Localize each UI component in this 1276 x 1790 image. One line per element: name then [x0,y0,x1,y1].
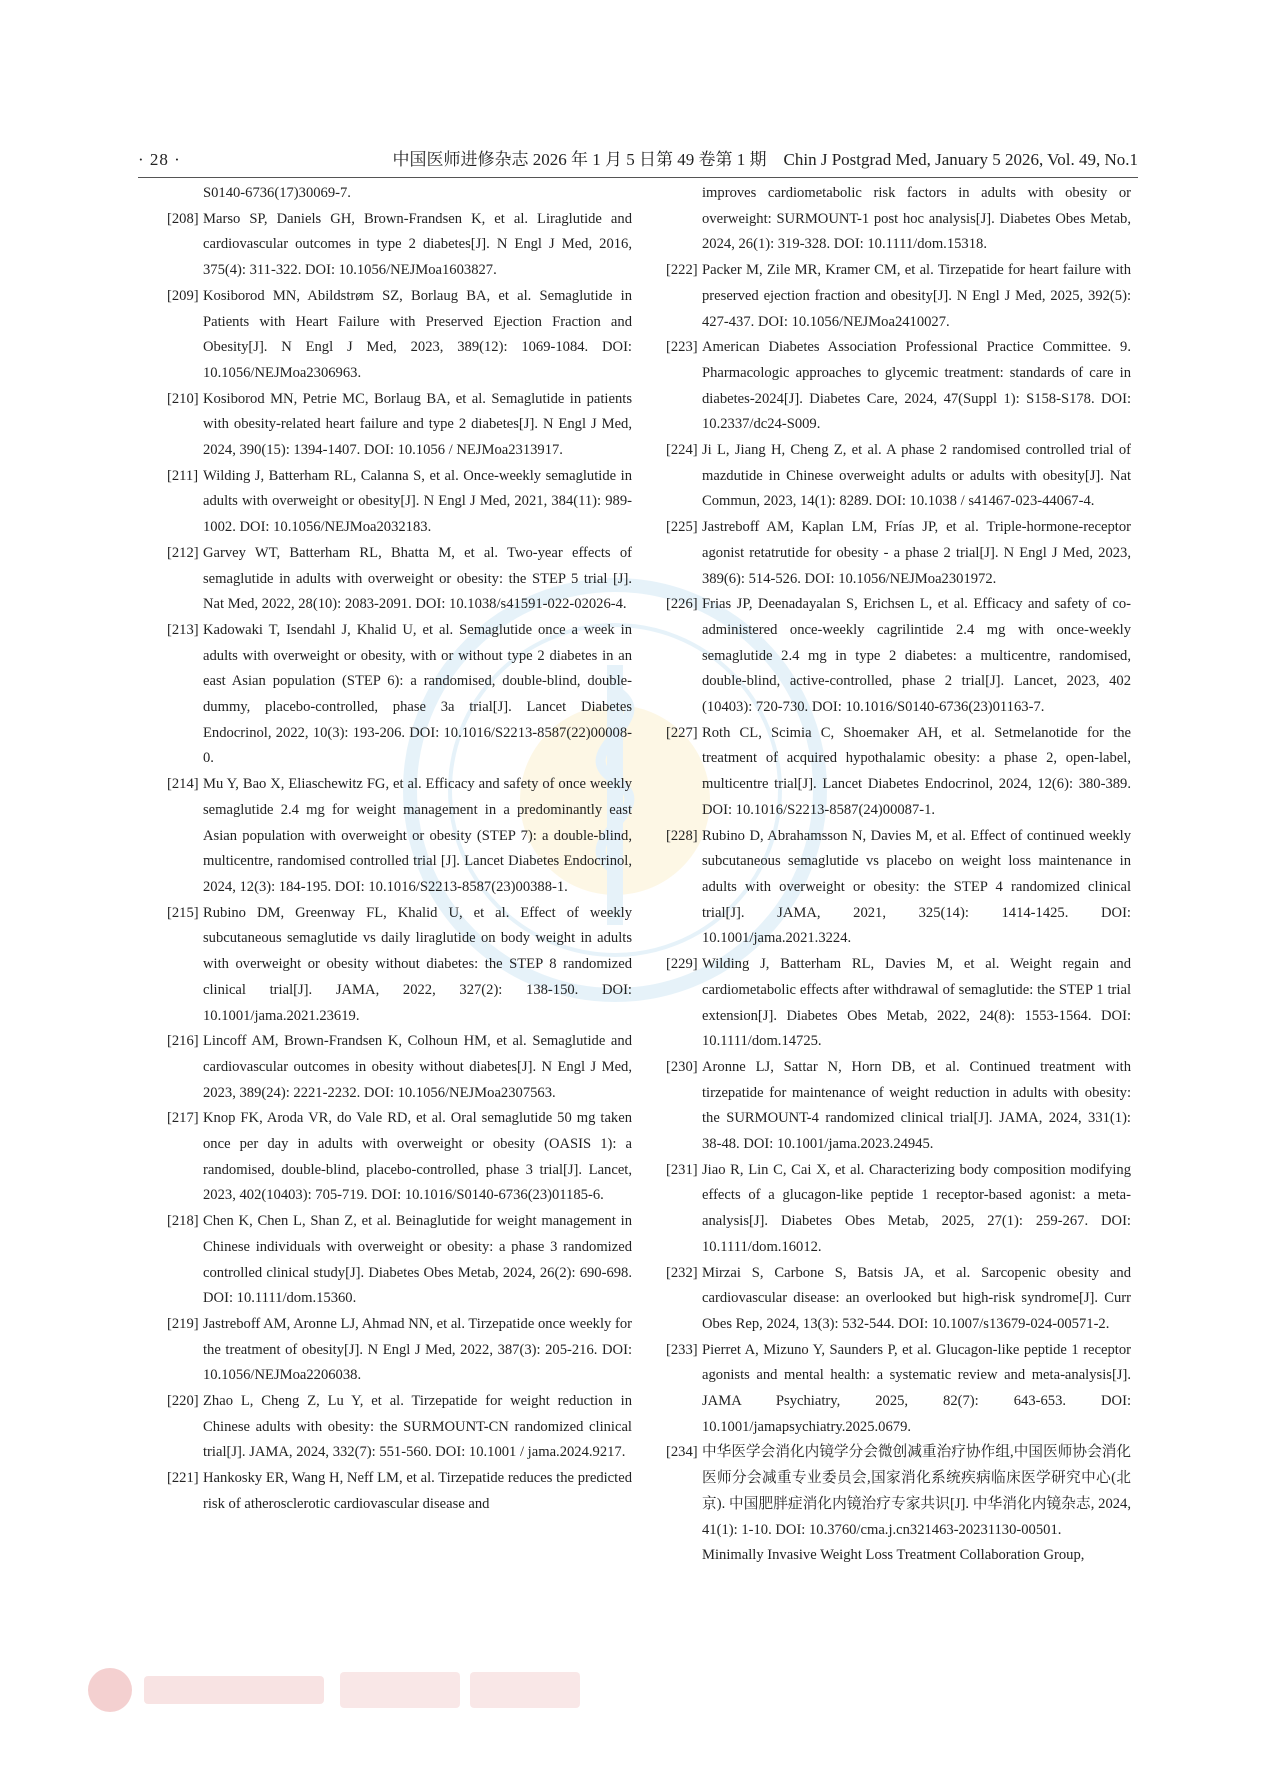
reference-number: [227] [666,724,698,741]
reference-list-right [666,258,1131,1543]
reference-item [666,1158,1131,1261]
reference-number: [212] [167,544,199,561]
reference-text: Kadowaki T, Isendahl J, Khalid U, et al. Semaglutide once a week in adults with overweight or obesity, with or without type 2 diabetes in an east Asian population (STEP 6): a randomised, double-blind, double-dummy, placebo-controlled, phase 3a trial[J]. Lancet Diabetes Endocrinol, 2022, 10(3): 193-206. DOI: 10.1016/S2213-8587(22)00008-0. [203,621,632,767]
reference-text: Pierret A, Mizuno Y, Saunders P, et al. Glucagon-like peptide 1 receptor agonists and mental health: a systematic review and meta-analysis[J]. JAMA Psychiatry, 2025, 82(7): 643-653. DOI: 10.1001/jamapsychiatry.2025.0679. [702,1341,1131,1435]
reference-text: Lincoff AM, Brown-Frandsen K, Colhoun HM, et al. Semaglutide and cardiovascular outcomes in obesity without diabetes[J]. N Engl J Med, 2023, 389(24): 2221-2232. DOI: 10.1056/NEJMoa2307563. [203,1033,632,1101]
reference-number: [226] [666,596,698,613]
reference-item [666,258,1131,335]
reference-number: [230] [666,1058,698,1075]
reference-text: Garvey WT, Batterham RL, Bhatta M, et al. Two-year effects of semaglutide in adults with overweight or obesity: the STEP 5 trial [J]. Nat Med, 2022, 28(10): 2083-2091. DOI: 10.1038/s41591-022-02026-4. [203,544,632,613]
reference-text: Knop FK, Aroda VR, do Vale RD, et al. Oral semaglutide 50 mg taken once per day in adults with overweight or obesity (OASIS 1): a randomised, double-blind, placebo-controlled, phase 3 trial[J]. Lancet, 2023, 402(10403): 705-719. DOI: 10.1016/S0140-6736(23)01185-6. [203,1110,632,1204]
reference-number: [210] [167,390,199,407]
reference-item [167,618,632,772]
reference-item [167,207,632,284]
reference-text: Zhao L, Cheng Z, Lu Y, et al. Tirzepatide for weight reduction in Chinese adults with obesity: the SURMOUNT-CN randomized clinical trial[J]. JAMA, 2024, 332(7): 551-560. DOI: 10.1001 / jama.2024.9217. [203,1393,632,1461]
reference-number: [218] [167,1213,199,1230]
reference-continuation: improves cardiometabolic risk factors in adults with obesity or overweight: SURMOUNT-1 post hoc analysis[J]. Diabetes Obes Metab, 2024, 26(1): 319-328. DOI: 10.1111/dom.15318. [702,185,1131,253]
reference-number: [233] [666,1341,698,1358]
reference-number: [219] [167,1315,199,1332]
reference-number: [211] [167,467,199,484]
page-header [138,149,1138,171]
reference-item [666,824,1131,953]
reference-text: Hankosky ER, Wang H, Neff LM, et al. Tirzepatide reduces the predicted risk of atherosclerotic cardiovascular disease and [203,1470,632,1512]
header-rule [138,177,1138,178]
reference-text: American Diabetes Association Professional Practice Committee. 9. Pharmacologic approaches to glycemic treatment: standards of care in diabetes-2024[J]. Diabetes Care, 2024, 47(Suppl 1): S158-S178. DOI: 10.2337/dc24-S009. [702,339,1131,433]
reference-item [666,1261,1131,1338]
reference-item [167,464,632,541]
reference-text: 中华医学会消化内镜学分会微创减重治疗协作组,中国医师协会消化医师分会减重专业委员会,国家消化系统疾病临床医学研究中心(北京). 中国肥胖症消化内镜治疗专家共识[J]. 中华消化内镜杂志, 2024, 41(1): 1-10. DOI: 10.3760/cma.j.cn321463-20231130-00501. [702,1444,1131,1538]
reference-item [666,515,1131,592]
reference-text: Mu Y, Bao X, Eliaschewitz FG, et al. Efficacy and safety of once weekly semaglutide 2.4 mg for weight management in a predominantly east Asian population with overweight or obesity (STEP 7): a double-blind, multicentre, randomised controlled trial [J]. Lancet Diabetes Endocrinol, 2024, 12(3): 184-195. DOI: 10.1016/S2213-8587(23)00388-1. [203,776,632,895]
reference-text: Frias JP, Deenadayalan S, Erichsen L, et al. Efficacy and safety of co-administered once-weekly cagrilintide 2.4 mg with once-weekly semaglutide 2.4 mg in type 2 diabetes: a multicentre, randomised, double-blind, active-controlled, phase 2 trial[J]. Lancet, 2023, 402 (10403): 720-730. DOI: 10.1016/S0140-6736(23)01163-7. [702,596,1131,716]
reference-item [167,1029,632,1106]
reference-item [666,438,1131,515]
reference-number: [214] [167,776,199,793]
reference-number: [224] [666,442,698,459]
reference-number: [213] [167,621,199,638]
reference-number: [229] [666,956,698,973]
reference-text: Wilding J, Batterham RL, Davies M, et al. Weight regain and cardiometabolic effects after withdrawal of semaglutide: the STEP 1 trial extension[J]. Diabetes Obes Metab, 2022, 24(8): 1553-1564. DOI: 10.1111/dom.14725. [702,956,1131,1050]
reference-text: Mirzai S, Carbone S, Batsis JA, et al. Sarcopenic obesity and cardiovascular disease: an overlooked but high-risk syndrome[J]. Curr Obes Rep, 2024, 13(3): 532-544. DOI: 10.1007/s13679-024-00571-2. [702,1264,1131,1332]
reference-item [167,772,632,901]
reference-number: [234] [666,1444,698,1461]
reference-item [167,387,632,464]
reference-list-left [167,207,632,1518]
reference-item [167,541,632,618]
reference-item [167,1106,632,1209]
reference-trailing-line: Minimally Invasive Weight Loss Treatment Collaboration Group, [702,1547,1085,1564]
reference-text: Kosiborod MN, Petrie MC, Borlaug BA, et al. Semaglutide in patients with obesity-related heart failure and type 2 diabetes[J]. N Engl J Med, 2024, 390(15): 1394-1407. DOI: 10.1056 / NEJMoa2313917. [203,390,632,459]
reference-number: [223] [666,339,698,356]
reference-column-left [167,181,632,1518]
reference-number: [220] [167,1393,199,1410]
reference-number: [216] [167,1033,199,1050]
reference-text: Marso SP, Daniels GH, Brown-Frandsen K, et al. Liraglutide and cardiovascular outcomes in type 2 diabetes[J]. N Engl J Med, 2016, 375(4): 311-322. DOI: 10.1056/NEJMoa1603827. [203,210,632,279]
reference-item [666,1055,1131,1158]
reference-item [666,335,1131,438]
reference-number: [209] [167,287,199,304]
reference-text: Jastreboff AM, Aronne LJ, Ahmad NN, et al. Tirzepatide once weekly for the treatment of obesity[J]. N Engl J Med, 2022, 387(3): 205-216. DOI: 10.1056/NEJMoa2206038. [203,1315,632,1384]
reference-item [666,1440,1131,1543]
reference-text: Wilding J, Batterham RL, Calanna S, et al. Once-weekly semaglutide in adults with overweight or obesity[J]. N Engl J Med, 2021, 384(11): 989-1002. DOI: 10.1056/NEJMoa2032183. [203,467,632,536]
reference-text: Packer M, Zile MR, Kramer CM, et al. Tirzepatide for heart failure with preserved ejection fraction and obesity[J]. N Engl J Med, 2025, 392(5): 427-437. DOI: 10.1056/NEJMoa2410027. [702,262,1131,330]
reference-text: Jiao R, Lin C, Cai X, et al. Characterizing body composition modifying effects of a glucagon-like peptide 1 receptor-based agonist: a meta-analysis[J]. Diabetes Obes Metab, 2025, 27(1): 259-267. DOI: 10.1111/dom.16012. [702,1161,1131,1255]
reference-number: [215] [167,904,199,921]
reference-text: Roth CL, Scimia C, Shoemaker AH, et al. Setmelanotide for the treatment of acquired hypothalamic obesity: a phase 2, open-label, multicentre trial[J]. Lancet Diabetes Endocrinol, 2024, 12(6): 380-389. DOI: 10.1016/S2213-8587(24)00087-1. [702,724,1131,818]
reference-item [167,1389,632,1466]
reference-item [167,901,632,1030]
reference-item [666,592,1131,721]
reference-item [666,952,1131,1055]
reference-text: Rubino DM, Greenway FL, Khalid U, et al. Effect of weekly subcutaneous semaglutide vs daily liraglutide on body weight in adults with overweight or obesity without diabetes: the STEP 8 randomized clinical trial[J]. JAMA, 2022, 327(2): 138-150. DOI: 10.1001/jama.2021.23619. [203,904,632,1024]
reference-item [167,1312,632,1389]
reference-number: [228] [666,827,698,844]
reference-text: Chen K, Chen L, Shan Z, et al. Beinaglutide for weight management in Chinese individuals with overweight or obesity: a phase 3 randomized controlled clinical study[J]. Diabetes Obes Metab, 2024, 26(2): 690-698. DOI: 10.1111/dom.15360. [203,1213,632,1307]
reference-number: [232] [666,1264,698,1281]
journal-citation-line: 中国医师进修杂志 2026 年 1 月 5 日第 49 卷第 1 期 Chin J Postgrad Med, January 5 2026, Vol. 49, No.1 [392,150,1138,169]
reference-text: Ji L, Jiang H, Cheng Z, et al. A phase 2 randomised controlled trial of mazdutide in Chinese overweight adults or adults with obesity[J]. Nat Commun, 2023, 14(1): 8289. DOI: 10.1038 / s41467-023-44067-4. [702,442,1131,510]
reference-item [666,721,1131,824]
page-number: · 28 · [138,150,181,169]
reference-number: [217] [167,1110,199,1127]
reference-item [666,1338,1131,1441]
reference-item [167,1209,632,1312]
reference-text: Kosiborod MN, Abildstrøm SZ, Borlaug BA, et al. Semaglutide in Patients with Heart Failure with Preserved Ejection Fraction and Obesity[J]. N Engl J Med, 2023, 389(12): 1069-1084. DOI: 10.1056/NEJMoa2306963. [203,287,632,381]
reference-column-right [666,181,1131,1569]
reference-number: [225] [666,519,698,536]
reference-continuation: S0140-6736(17)30069-7. [203,185,351,201]
reference-text: Aronne LJ, Sattar N, Horn DB, et al. Continued treatment with tirzepatide for maintenance of weight reduction in adults with obesity: the SURMOUNT-4 randomized clinical trial[J]. JAMA, 2024, 331(1): 38-48. DOI: 10.1001/jama.2023.24945. [702,1058,1131,1153]
reference-item [167,284,632,387]
reference-item [167,1466,632,1517]
reference-text: Rubino D, Abrahamsson N, Davies M, et al. Effect of continued weekly subcutaneous semaglutide vs placebo on weight loss maintenance in adults with overweight or obesity: the STEP 4 randomized clinical trial[J]. JAMA, 2021, 325(14): 1414-1425. DOI: 10.1001/jama.2021.3224. [702,827,1131,947]
publisher-logo-icon [80,1660,640,1720]
reference-number: [221] [167,1470,199,1487]
reference-text: Jastreboff AM, Kaplan LM, Frías JP, et al. Triple-hormone-receptor agonist retatrutide for obesity - a phase 2 trial[J]. N Engl J Med, 2023, 389(6): 514-526. DOI: 10.1056/NEJMoa2301972. [702,519,1131,587]
reference-number: [208] [167,210,199,227]
reference-number: [231] [666,1161,698,1178]
reference-number: [222] [666,262,698,279]
